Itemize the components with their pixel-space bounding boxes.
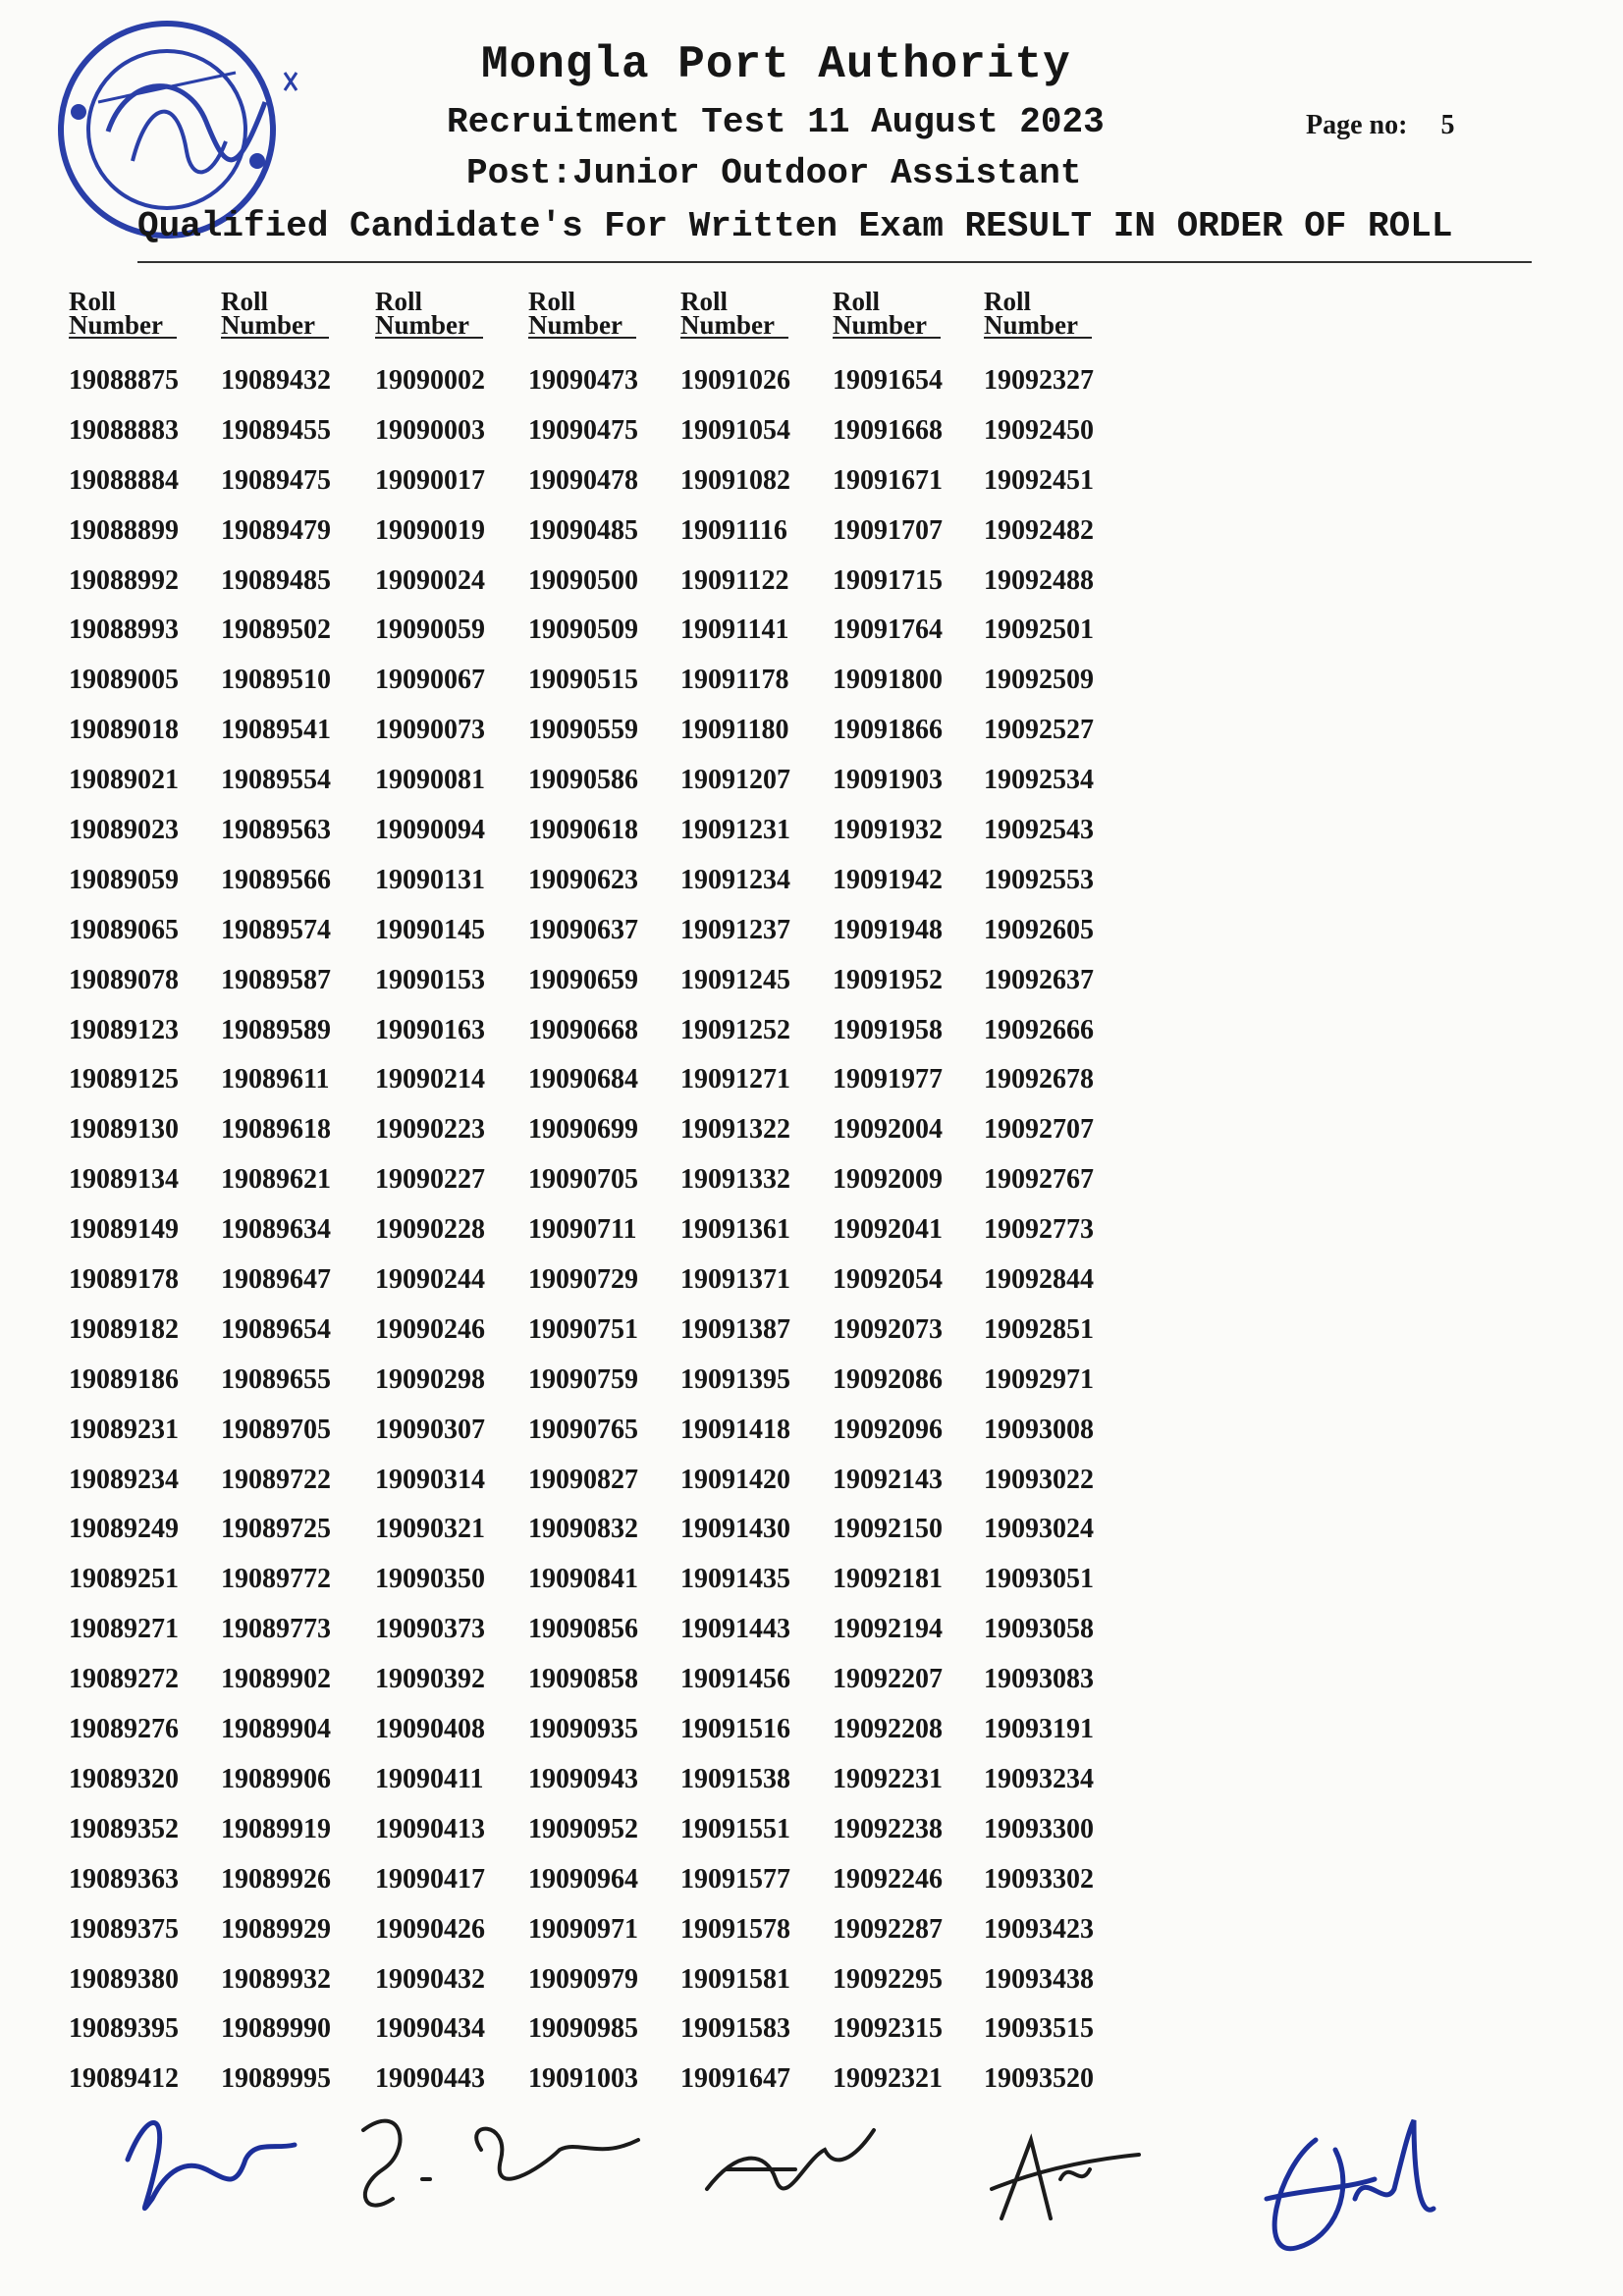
roll-number-cell: 19091668 bbox=[833, 414, 943, 446]
roll-number-cell: 19090979 bbox=[528, 1963, 638, 1995]
roll-number-cell: 19090964 bbox=[528, 1863, 638, 1895]
roll-number-cell: 19089276 bbox=[69, 1714, 179, 1745]
roll-number-cell: 19090668 bbox=[528, 1014, 638, 1045]
roll-number-cell: 19092321 bbox=[833, 2063, 943, 2095]
roll-number-cell: 19091361 bbox=[680, 1214, 790, 1246]
roll-number-cell: 19092605 bbox=[984, 914, 1094, 945]
roll-number-cell: 19089395 bbox=[69, 2013, 179, 2045]
roll-number-cell: 19093438 bbox=[984, 1963, 1094, 1995]
roll-number-cell: 19091054 bbox=[680, 414, 790, 446]
roll-number-cell: 19089231 bbox=[69, 1414, 179, 1445]
roll-number-cell: 19090408 bbox=[375, 1714, 485, 1745]
roll-number-cell: 19089554 bbox=[221, 765, 331, 796]
column-header-line2: Number bbox=[69, 313, 177, 339]
roll-number-cell: 19092054 bbox=[833, 1264, 943, 1296]
column-header-line1: Roll bbox=[528, 287, 576, 316]
roll-number-cell: 19090759 bbox=[528, 1363, 638, 1395]
roll-number-cell: 19093051 bbox=[984, 1564, 1094, 1595]
roll-number-cell: 19090684 bbox=[528, 1064, 638, 1095]
roll-number-cell: 19090081 bbox=[375, 765, 485, 796]
roll-number-cell: 19091082 bbox=[680, 464, 790, 496]
roll-number-cell: 19089722 bbox=[221, 1464, 331, 1495]
roll-number-cell: 19090971 bbox=[528, 1913, 638, 1945]
header-divider bbox=[137, 261, 1532, 263]
roll-number-cell: 19092666 bbox=[984, 1014, 1094, 1045]
roll-number-cell: 19089932 bbox=[221, 1963, 331, 1995]
roll-number-cell: 19091538 bbox=[680, 1763, 790, 1794]
roll-number-cell: 19089186 bbox=[69, 1363, 179, 1395]
roll-number-cell: 19092086 bbox=[833, 1363, 943, 1395]
signature-3 bbox=[687, 2110, 884, 2228]
roll-number-cell: 19090559 bbox=[528, 715, 638, 746]
roll-number-cell: 19088993 bbox=[69, 614, 179, 646]
roll-number-cell: 19089182 bbox=[69, 1313, 179, 1345]
roll-number-cell: 19091654 bbox=[833, 365, 943, 396]
roll-number-cell: 19089272 bbox=[69, 1664, 179, 1695]
roll-number-cell: 19089380 bbox=[69, 1963, 179, 1995]
roll-number-cell: 19089655 bbox=[221, 1363, 331, 1395]
roll-number-cell: 19091387 bbox=[680, 1313, 790, 1345]
roll-number-cell: 19089705 bbox=[221, 1414, 331, 1445]
roll-number-cell: 19089902 bbox=[221, 1664, 331, 1695]
roll-number-cell: 19089541 bbox=[221, 715, 331, 746]
roll-number-cell: 19092527 bbox=[984, 715, 1094, 746]
column-header-line2: Number bbox=[375, 313, 483, 339]
roll-number-cell: 19092767 bbox=[984, 1164, 1094, 1196]
roll-column-7 bbox=[984, 287, 1180, 2105]
roll-number-cell: 19089059 bbox=[69, 864, 179, 895]
roll-number-cell: 19089587 bbox=[221, 964, 331, 995]
roll-number-cell: 19090417 bbox=[375, 1863, 485, 1895]
roll-number-cell: 19092009 bbox=[833, 1164, 943, 1196]
roll-number-cell: 19093024 bbox=[984, 1514, 1094, 1545]
roll-number-cell: 19089005 bbox=[69, 665, 179, 696]
roll-number-cell: 19089412 bbox=[69, 2063, 179, 2095]
roll-number-cell: 19092509 bbox=[984, 665, 1094, 696]
roll-number-cell: 19089125 bbox=[69, 1064, 179, 1095]
roll-number-cell: 19091395 bbox=[680, 1363, 790, 1395]
roll-number-cell: 19089065 bbox=[69, 914, 179, 945]
roll-number-cell: 19091003 bbox=[528, 2063, 638, 2095]
column-header-line1: Roll bbox=[984, 287, 1032, 316]
roll-number-cell: 19092096 bbox=[833, 1414, 943, 1445]
signature-1 bbox=[108, 2101, 304, 2228]
roll-number-cell: 19090314 bbox=[375, 1464, 485, 1495]
roll-number-cell: 19090426 bbox=[375, 1913, 485, 1945]
roll-number-cell: 19091271 bbox=[680, 1064, 790, 1095]
roll-number-cell: 19090153 bbox=[375, 964, 485, 995]
roll-number-cell: 19092327 bbox=[984, 365, 1094, 396]
column-header-line2: Number bbox=[528, 313, 636, 339]
roll-number-cell: 19091932 bbox=[833, 815, 943, 846]
roll-number-cell: 19091443 bbox=[680, 1614, 790, 1645]
roll-number-cell: 19091942 bbox=[833, 864, 943, 895]
roll-number-cell: 19093302 bbox=[984, 1863, 1094, 1895]
column-header-line1: Roll bbox=[221, 287, 269, 316]
roll-number-cell: 19091332 bbox=[680, 1164, 790, 1196]
column-header-line1: Roll bbox=[833, 287, 881, 316]
roll-number-table bbox=[69, 287, 1581, 2106]
roll-number-cell: 19092451 bbox=[984, 464, 1094, 496]
roll-number-cell: 19092238 bbox=[833, 1813, 943, 1844]
roll-number-cell: 19090094 bbox=[375, 815, 485, 846]
roll-number-cell: 19089018 bbox=[69, 715, 179, 746]
roll-number-cell: 19089078 bbox=[69, 964, 179, 995]
signatures-area bbox=[0, 2091, 1623, 2277]
roll-number-cell: 19091456 bbox=[680, 1664, 790, 1695]
roll-number-cell: 19089130 bbox=[69, 1114, 179, 1146]
roll-number-cell: 19088883 bbox=[69, 414, 179, 446]
roll-number-cell: 19090227 bbox=[375, 1164, 485, 1196]
roll-number-cell: 19092534 bbox=[984, 765, 1094, 796]
roll-number-cell: 19090943 bbox=[528, 1763, 638, 1794]
roll-number-cell: 19092004 bbox=[833, 1114, 943, 1146]
document-title: Mongla Port Authority bbox=[481, 39, 1071, 90]
roll-number-cell: 19089479 bbox=[221, 514, 331, 546]
column-header-line1: Roll bbox=[69, 287, 117, 316]
roll-number-cell: 19091237 bbox=[680, 914, 790, 945]
roll-number-cell: 19090073 bbox=[375, 715, 485, 746]
roll-number-cell: 19092844 bbox=[984, 1264, 1094, 1296]
roll-number-cell: 19089647 bbox=[221, 1264, 331, 1296]
roll-number-cell: 19090515 bbox=[528, 665, 638, 696]
roll-number-cell: 19091977 bbox=[833, 1064, 943, 1095]
post-name: Post:Junior Outdoor Assistant bbox=[466, 153, 1082, 193]
roll-number-cell: 19091435 bbox=[680, 1564, 790, 1595]
roll-number-cell: 19090131 bbox=[375, 864, 485, 895]
roll-number-cell: 19091671 bbox=[833, 464, 943, 496]
roll-number-cell: 19090223 bbox=[375, 1114, 485, 1146]
roll-number-cell: 19089574 bbox=[221, 914, 331, 945]
roll-number-cell: 19091764 bbox=[833, 614, 943, 646]
roll-number-cell: 19092194 bbox=[833, 1614, 943, 1645]
roll-number-cell: 19090985 bbox=[528, 2013, 638, 2045]
roll-number-cell: 19091418 bbox=[680, 1414, 790, 1445]
roll-number-cell: 19091583 bbox=[680, 2013, 790, 2045]
roll-number-cell: 19090935 bbox=[528, 1714, 638, 1745]
roll-number-cell: 19090163 bbox=[375, 1014, 485, 1045]
roll-number-cell: 19090711 bbox=[528, 1214, 637, 1246]
roll-number-cell: 19090623 bbox=[528, 864, 638, 895]
roll-number-cell: 19091903 bbox=[833, 765, 943, 796]
roll-number-cell: 19090827 bbox=[528, 1464, 638, 1495]
roll-number-cell: 19093022 bbox=[984, 1464, 1094, 1495]
roll-number-cell: 19092231 bbox=[833, 1763, 943, 1794]
roll-number-cell: 19092143 bbox=[833, 1464, 943, 1495]
roll-number-cell: 19089234 bbox=[69, 1464, 179, 1495]
signature-5 bbox=[1237, 2110, 1453, 2277]
roll-number-cell: 19093058 bbox=[984, 1614, 1094, 1645]
roll-number-cell: 19091180 bbox=[680, 715, 789, 746]
roll-number-cell: 19091948 bbox=[833, 914, 943, 945]
roll-number-cell: 19091581 bbox=[680, 1963, 790, 1995]
roll-number-cell: 19092707 bbox=[984, 1114, 1094, 1146]
roll-number-cell: 19092246 bbox=[833, 1863, 943, 1895]
roll-number-cell: 19091420 bbox=[680, 1464, 790, 1495]
roll-number-cell: 19090475 bbox=[528, 414, 638, 446]
roll-number-cell: 19089251 bbox=[69, 1564, 179, 1595]
roll-number-cell: 19091322 bbox=[680, 1114, 790, 1146]
roll-number-cell: 19090392 bbox=[375, 1664, 485, 1695]
roll-number-cell: 19089363 bbox=[69, 1863, 179, 1895]
roll-number-cell: 19090765 bbox=[528, 1414, 638, 1445]
exam-date-line: Recruitment Test 11 August 2023 bbox=[447, 102, 1105, 142]
roll-number-cell: 19093191 bbox=[984, 1714, 1094, 1745]
roll-number-cell: 19090002 bbox=[375, 365, 485, 396]
roll-number-cell: 19092482 bbox=[984, 514, 1094, 546]
column-header bbox=[984, 287, 1180, 356]
roll-number-cell: 19091958 bbox=[833, 1014, 943, 1045]
roll-number-cell: 19091430 bbox=[680, 1514, 790, 1545]
roll-number-cell: 19091116 bbox=[680, 514, 787, 546]
roll-number-cell: 19091371 bbox=[680, 1264, 790, 1296]
column-header-line2: Number bbox=[680, 313, 788, 339]
roll-number-cell: 19093008 bbox=[984, 1414, 1094, 1445]
roll-number-cell: 19092450 bbox=[984, 414, 1094, 446]
roll-number-cell: 19089123 bbox=[69, 1014, 179, 1045]
roll-number-cell: 19089611 bbox=[221, 1064, 330, 1095]
column-header-line1: Roll bbox=[375, 287, 423, 316]
roll-number-cell: 19093515 bbox=[984, 2013, 1094, 2045]
roll-number-cell: 19091231 bbox=[680, 815, 790, 846]
column-header-line1: Roll bbox=[680, 287, 729, 316]
roll-number-cell: 19090228 bbox=[375, 1214, 485, 1246]
roll-number-cell: 19089502 bbox=[221, 614, 331, 646]
roll-number-cell: 19092315 bbox=[833, 2013, 943, 2045]
roll-number-cell: 19090214 bbox=[375, 1064, 485, 1095]
roll-number-cell: 19093300 bbox=[984, 1813, 1094, 1844]
qualified-heading: Qualified Candidate's For Written Exam RESULT IN ORDER OF ROLL bbox=[137, 206, 1453, 246]
roll-number-cell: 19091026 bbox=[680, 365, 790, 396]
roll-number-cell: 19088875 bbox=[69, 365, 179, 396]
roll-number-cell: 19089271 bbox=[69, 1614, 179, 1645]
roll-number-cell: 19091715 bbox=[833, 564, 943, 596]
roll-number-cell: 19092678 bbox=[984, 1064, 1094, 1095]
page-number bbox=[1306, 110, 1454, 141]
roll-number-cell: 19091516 bbox=[680, 1714, 790, 1745]
roll-number-cell: 19090586 bbox=[528, 765, 638, 796]
roll-number-cell: 19093423 bbox=[984, 1913, 1094, 1945]
roll-number-cell: 19089929 bbox=[221, 1913, 331, 1945]
roll-number-cell: 19089455 bbox=[221, 414, 331, 446]
roll-number-cell: 19089475 bbox=[221, 464, 331, 496]
roll-number-cell: 19090017 bbox=[375, 464, 485, 496]
roll-number-cell: 19092073 bbox=[833, 1313, 943, 1345]
roll-number-cell: 19091952 bbox=[833, 964, 943, 995]
roll-number-cell: 19091245 bbox=[680, 964, 790, 995]
roll-number-cell: 19090298 bbox=[375, 1363, 485, 1395]
roll-number-cell: 19091707 bbox=[833, 514, 943, 546]
roll-number-cell: 19092181 bbox=[833, 1564, 943, 1595]
roll-number-cell: 19089510 bbox=[221, 665, 331, 696]
roll-number-cell: 19093520 bbox=[984, 2063, 1094, 2095]
roll-number-cell: 19092553 bbox=[984, 864, 1094, 895]
roll-number-cell: 19089249 bbox=[69, 1514, 179, 1545]
roll-number-cell: 19090952 bbox=[528, 1813, 638, 1844]
roll-number-cell: 19088884 bbox=[69, 464, 179, 496]
roll-number-cell: 19090145 bbox=[375, 914, 485, 945]
roll-number-cell: 19089725 bbox=[221, 1514, 331, 1545]
roll-number-cell: 19090413 bbox=[375, 1813, 485, 1844]
roll-number-cell: 19090856 bbox=[528, 1614, 638, 1645]
roll-number-cell: 19089432 bbox=[221, 365, 331, 396]
roll-number-cell: 19092501 bbox=[984, 614, 1094, 646]
roll-number-cell: 19090500 bbox=[528, 564, 638, 596]
roll-number-cell: 19091577 bbox=[680, 1863, 790, 1895]
roll-number-cell: 19092488 bbox=[984, 564, 1094, 596]
roll-number-cell: 19091252 bbox=[680, 1014, 790, 1045]
roll-number-cell: 19092637 bbox=[984, 964, 1094, 995]
roll-number-cell: 19090637 bbox=[528, 914, 638, 945]
roll-number-cell: 19091647 bbox=[680, 2063, 790, 2095]
roll-number-cell: 19090024 bbox=[375, 564, 485, 596]
roll-number-cell: 19090067 bbox=[375, 665, 485, 696]
roll-number-cell: 19089149 bbox=[69, 1214, 179, 1246]
roll-number-cell: 19090659 bbox=[528, 964, 638, 995]
roll-number-cell: 19090411 bbox=[375, 1763, 484, 1794]
roll-number-cell: 19092150 bbox=[833, 1514, 943, 1545]
roll-number-cell: 19089926 bbox=[221, 1863, 331, 1895]
roll-number-cell: 19088992 bbox=[69, 564, 179, 596]
roll-number-cell: 19090841 bbox=[528, 1564, 638, 1595]
roll-number-cell: 19089618 bbox=[221, 1114, 331, 1146]
roll-number-cell: 19092851 bbox=[984, 1313, 1094, 1345]
roll-number-cell: 19089021 bbox=[69, 765, 179, 796]
roll-number-cell: 19090434 bbox=[375, 2013, 485, 2045]
roll-number-cell: 19091866 bbox=[833, 715, 943, 746]
roll-number-cell: 19092287 bbox=[833, 1913, 943, 1945]
roll-number-cell: 19089589 bbox=[221, 1014, 331, 1045]
roll-number-cell: 19092208 bbox=[833, 1714, 943, 1745]
roll-number-cell: 19090751 bbox=[528, 1313, 638, 1345]
roll-number-cell: 19089904 bbox=[221, 1714, 331, 1745]
roll-number-cell: 19090485 bbox=[528, 514, 638, 546]
roll-number-cell: 19090478 bbox=[528, 464, 638, 496]
page-value: 5 bbox=[1440, 110, 1455, 140]
column-header-line2: Number bbox=[833, 313, 941, 339]
roll-number-cell: 19090019 bbox=[375, 514, 485, 546]
roll-number-cell: 19090244 bbox=[375, 1264, 485, 1296]
roll-number-cell: 19091234 bbox=[680, 864, 790, 895]
roll-number-cell: 19090003 bbox=[375, 414, 485, 446]
roll-number-cell: 19090246 bbox=[375, 1313, 485, 1345]
roll-number-cell: 19090059 bbox=[375, 614, 485, 646]
roll-number-cell: 19092543 bbox=[984, 815, 1094, 846]
roll-number-cell: 19089566 bbox=[221, 864, 331, 895]
roll-number-cell: 19089134 bbox=[69, 1164, 179, 1196]
roll-number-cell: 19092041 bbox=[833, 1214, 943, 1246]
roll-number-cell: 19089178 bbox=[69, 1264, 179, 1296]
roll-number-cell: 19090321 bbox=[375, 1514, 485, 1545]
roll-number-cell: 19090858 bbox=[528, 1664, 638, 1695]
signature-4 bbox=[972, 2120, 1149, 2238]
page-label: Page no: bbox=[1306, 110, 1408, 140]
roll-number-cell: 19092295 bbox=[833, 1963, 943, 1995]
roll-number-cell: 19091800 bbox=[833, 665, 943, 696]
roll-number-cell: 19089621 bbox=[221, 1164, 331, 1196]
roll-number-cell: 19088899 bbox=[69, 514, 179, 546]
roll-number-cell: 19091578 bbox=[680, 1913, 790, 1945]
roll-number-cell: 19092207 bbox=[833, 1664, 943, 1695]
roll-number-cell: 19089772 bbox=[221, 1564, 331, 1595]
roll-number-cell: 19092971 bbox=[984, 1363, 1094, 1395]
roll-number-cell: 19090473 bbox=[528, 365, 638, 396]
roll-number-cell: 19089320 bbox=[69, 1763, 179, 1794]
roll-number-cell: 19089654 bbox=[221, 1313, 331, 1345]
roll-number-cell: 19091141 bbox=[680, 614, 789, 646]
roll-number-cell: 19089773 bbox=[221, 1614, 331, 1645]
signature-2 bbox=[344, 2091, 658, 2228]
roll-number-cell: 19089634 bbox=[221, 1214, 331, 1246]
roll-number-cell: 19091122 bbox=[680, 564, 789, 596]
roll-number-cell: 19090832 bbox=[528, 1514, 638, 1545]
roll-number-cell: 19090509 bbox=[528, 614, 638, 646]
roll-number-cell: 19089919 bbox=[221, 1813, 331, 1844]
roll-number-cell: 19090350 bbox=[375, 1564, 485, 1595]
roll-number-cell: 19090373 bbox=[375, 1614, 485, 1645]
roll-number-cell: 19090432 bbox=[375, 1963, 485, 1995]
roll-number-cell: 19090699 bbox=[528, 1114, 638, 1146]
roll-number-cell: 19089485 bbox=[221, 564, 331, 596]
roll-number-cell: 19091551 bbox=[680, 1813, 790, 1844]
roll-number-cell: 19090705 bbox=[528, 1164, 638, 1196]
roll-number-cell: 19090307 bbox=[375, 1414, 485, 1445]
roll-number-cell: 19089023 bbox=[69, 815, 179, 846]
roll-number-cell: 19089375 bbox=[69, 1913, 179, 1945]
roll-number-cell: 19090443 bbox=[375, 2063, 485, 2095]
roll-number-cell: 19090618 bbox=[528, 815, 638, 846]
roll-number-cell: 19089352 bbox=[69, 1813, 179, 1844]
roll-number-cell: 19091178 bbox=[680, 665, 789, 696]
roll-number-cell: 19089563 bbox=[221, 815, 331, 846]
roll-number-cell: 19093083 bbox=[984, 1664, 1094, 1695]
roll-number-cell: 19089995 bbox=[221, 2063, 331, 2095]
roll-number-cell: 19093234 bbox=[984, 1763, 1094, 1794]
roll-number-cell: 19091207 bbox=[680, 765, 790, 796]
roll-number-cell: 19092773 bbox=[984, 1214, 1094, 1246]
roll-number-cell: 19089906 bbox=[221, 1763, 331, 1794]
column-header-line2: Number bbox=[221, 313, 329, 339]
roll-number-cell: 19089990 bbox=[221, 2013, 331, 2045]
roll-number-cell: 19090729 bbox=[528, 1264, 638, 1296]
column-header-line2: Number bbox=[984, 313, 1092, 339]
